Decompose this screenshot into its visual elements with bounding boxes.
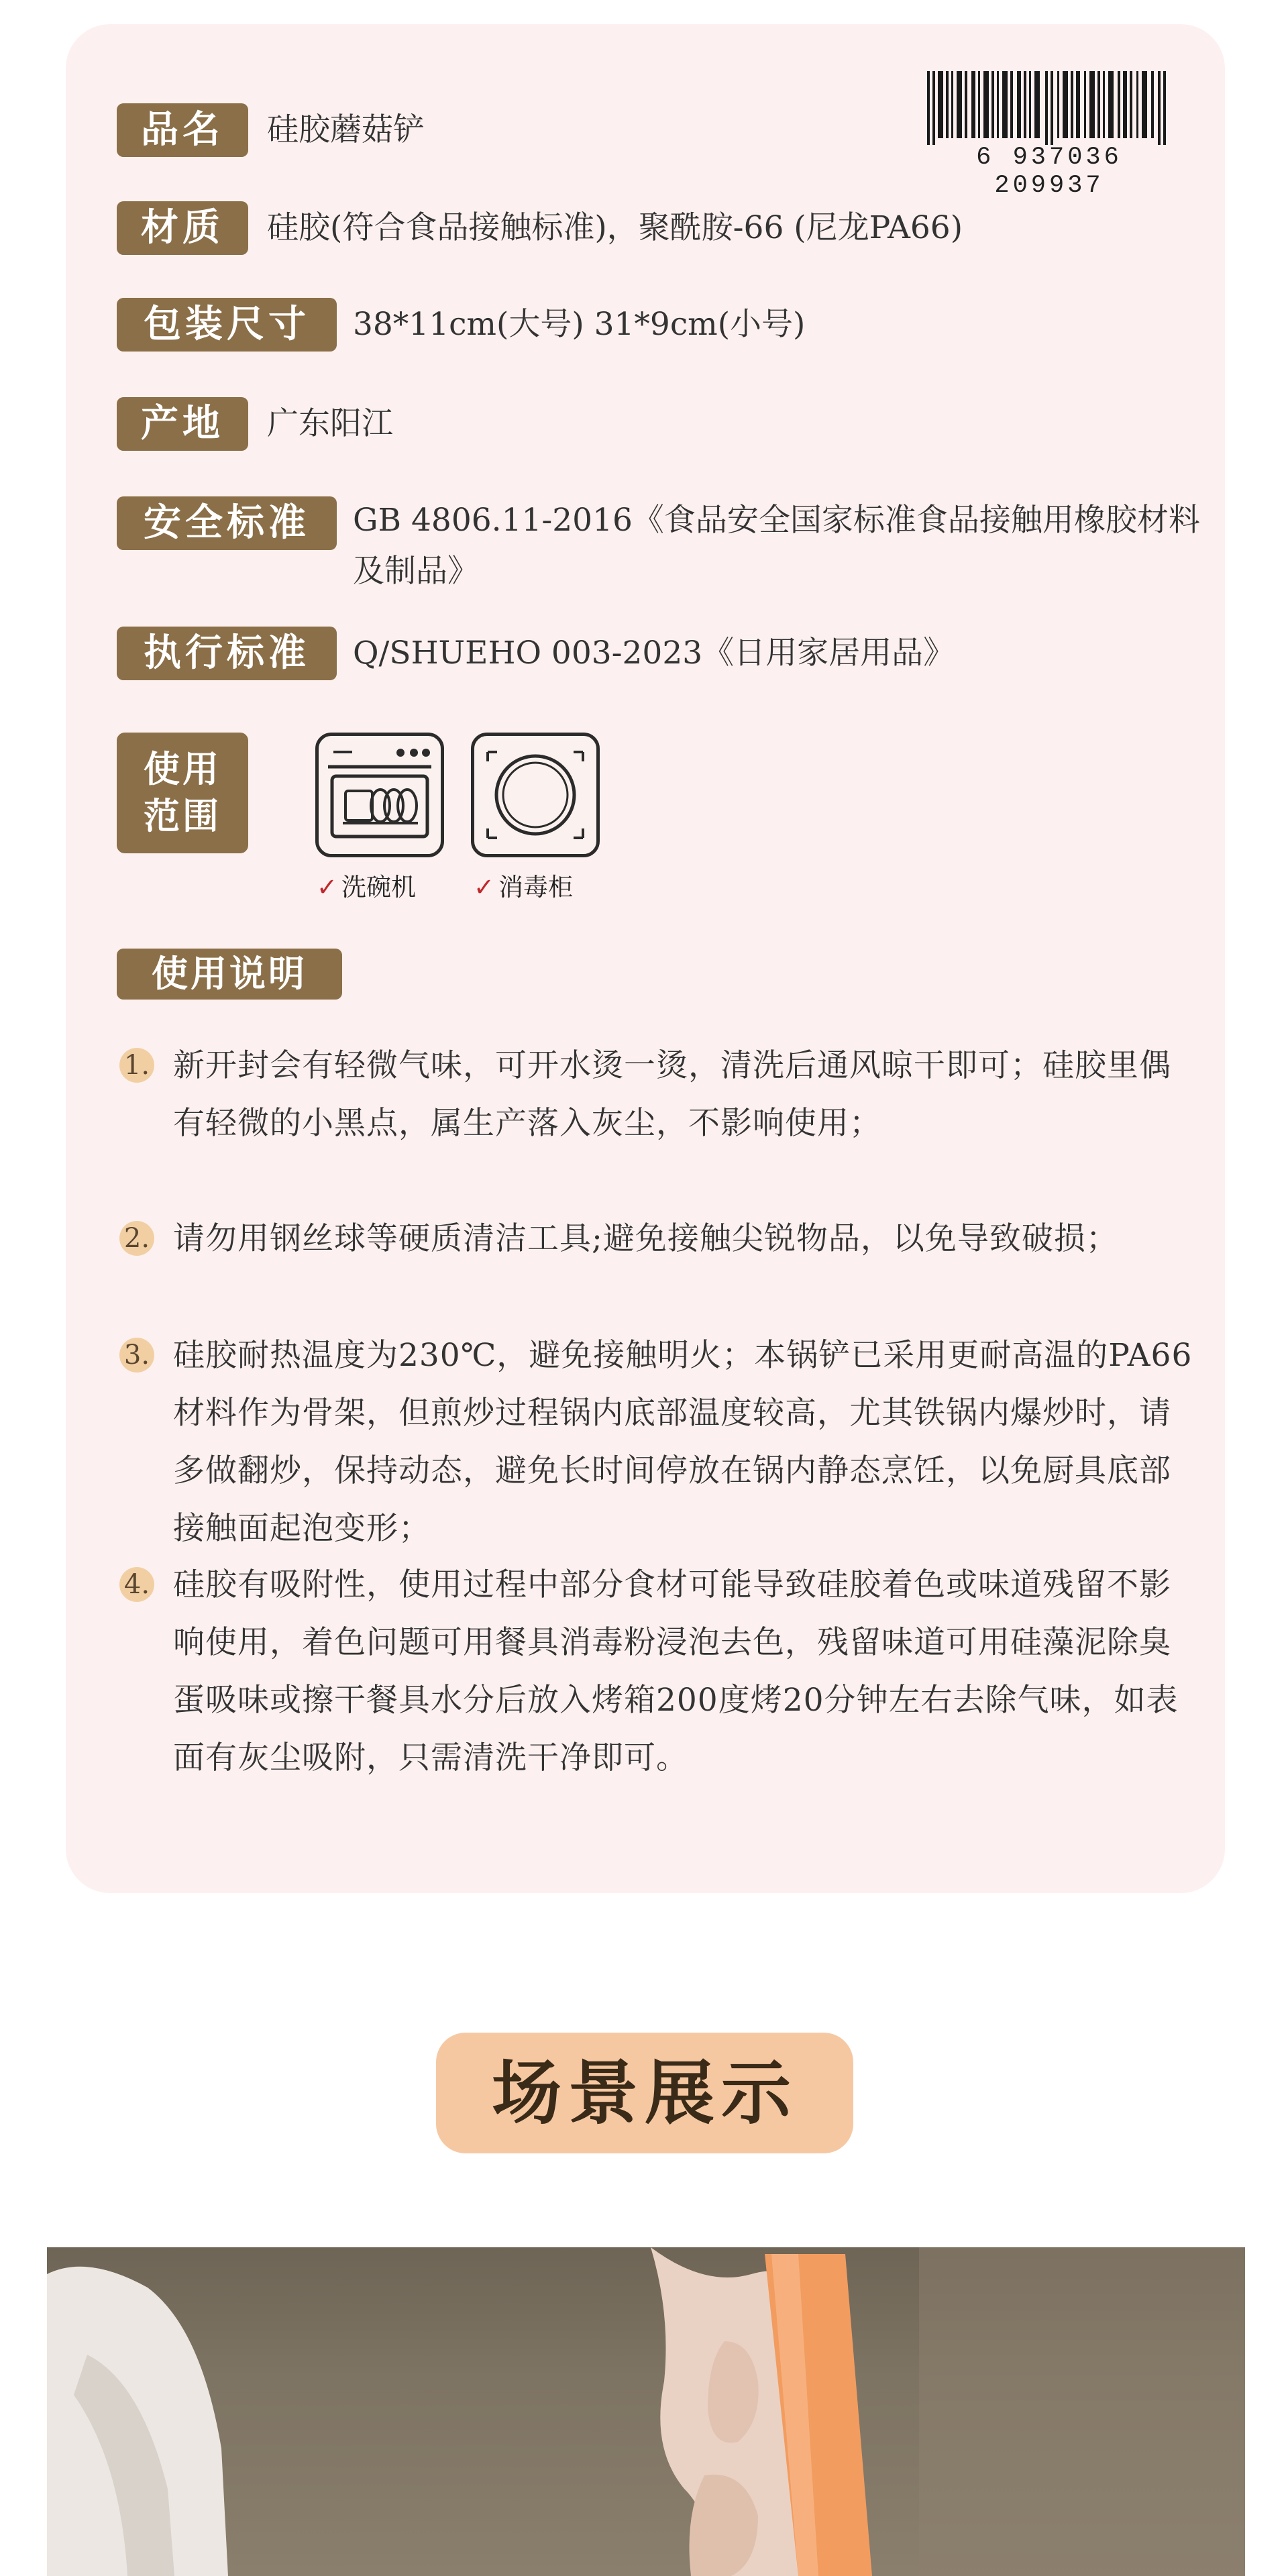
spec-value-material: 硅胶(符合食品接触标准)，聚酰胺-66 (尼龙PA66) xyxy=(267,209,963,246)
spec-value-origin: 广东阳江 xyxy=(267,405,393,442)
instruction-number: 1. xyxy=(119,1048,154,1083)
spec-value-package-size: 38*11cm(大号) 31*9cm(小号) xyxy=(353,306,806,343)
dishwasher-caption xyxy=(317,867,416,903)
instruction-text: 请勿用钢丝球等硬质清洁工具;避免接触尖锐物品，以免导致破损； xyxy=(173,1220,1118,1257)
spec-value-name: 硅胶蘑菇铲 xyxy=(267,111,425,148)
instructions-label: 使用说明 xyxy=(117,949,342,1000)
instruction-text: 硅胶耐热温度为230℃，避免接触明火；本锅铲已采用更耐高温的PA66材料作为骨架，但煎炒过程锅内底部温度较高，尤其铁锅内爆炒时，请多做翻炒，保持动态，避免长时间停放在锅内静态烹饪，以免厨具底部接触面起泡变形； xyxy=(173,1337,1193,1547)
barcode-number: 6 937036 209937 xyxy=(976,144,1122,200)
dishwasher-icon xyxy=(315,733,444,857)
scene-photo xyxy=(47,2247,1245,2576)
usage-range-label xyxy=(117,733,248,853)
instruction-number: 3. xyxy=(119,1338,154,1373)
check-icon: ✓ xyxy=(317,873,338,902)
instruction-text: 新开封会有轻微气味，可开水烫一烫，清洗后通风晾干即可；硅胶里偶有轻微的小黑点，属生产落入灰尘，不影响使用； xyxy=(173,1047,1171,1142)
spec-value-safety-standard: GB 4806.11-2016《食品安全国家标准食品接触用橡胶材料及制品》 xyxy=(353,502,1200,590)
spec-label-package-size: 包装尺寸 xyxy=(117,298,337,352)
check-icon: ✓ xyxy=(474,873,495,902)
instruction-text: 硅胶有吸附性，使用过程中部分食材可能导致硅胶着色或味道残留不影响使用，着色问题可用餐具消毒粉浸泡去色，残留味道可用硅藻泥除臭蛋吸味或擦干餐具水分后放入烤箱200度烤20分钟左右去除气味，如表面有灰尘吸附，只需清洗干净即可。 xyxy=(173,1566,1179,1776)
usage-range-label-line2: 范围 xyxy=(144,795,221,837)
instruction-number: 2. xyxy=(119,1221,154,1256)
disinfection-cabinet-caption xyxy=(474,867,573,903)
spec-label-origin: 产地 xyxy=(117,397,248,451)
spec-value-exec-standard: Q/SHUEHO 003-2023《日用家居用品》 xyxy=(353,635,955,672)
disinfection-cabinet-icon xyxy=(471,733,600,857)
spec-label-exec-standard: 执行标准 xyxy=(117,627,337,680)
dishwasher-caption-text: 洗碗机 xyxy=(341,873,417,902)
disinfection-cabinet-caption-text: 消毒柜 xyxy=(498,873,574,902)
spec-label-name: 品名 xyxy=(117,103,248,157)
barcode xyxy=(920,71,1178,200)
spec-label-safety-standard: 安全标准 xyxy=(117,496,337,550)
instruction-number: 4. xyxy=(119,1567,154,1602)
barcode-bars xyxy=(927,71,1171,145)
spec-label-material: 材质 xyxy=(117,201,248,255)
usage-range-label-line1: 使用 xyxy=(144,748,221,790)
scene-heading: 场景展示 xyxy=(436,2033,853,2153)
